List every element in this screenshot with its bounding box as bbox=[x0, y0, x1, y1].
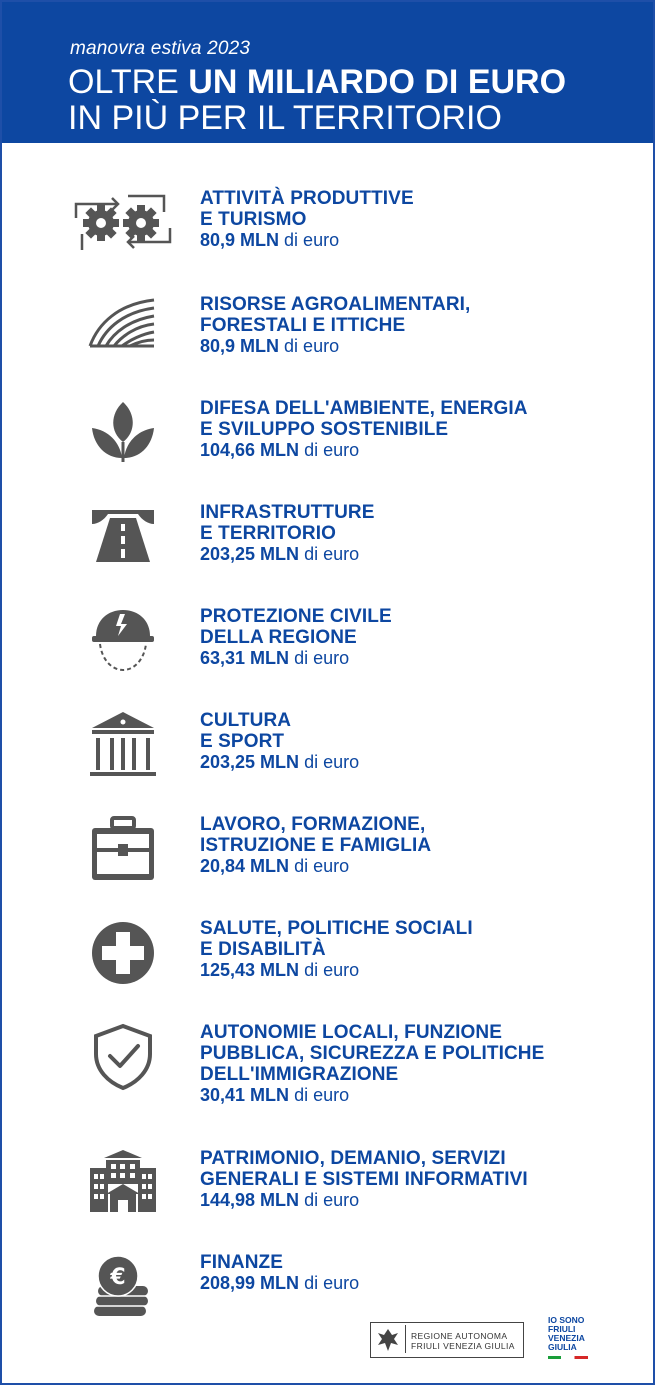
item-label: CULTURA E SPORT bbox=[200, 710, 292, 752]
euro-coins-icon bbox=[88, 1252, 158, 1322]
item-label: ATTIVITÀ PRODUTTIVE E TURISMO bbox=[200, 188, 414, 230]
amount-value: 125,43 MLN bbox=[200, 960, 300, 980]
amount-unit: di euro bbox=[294, 648, 350, 668]
item-label: LAVORO, FORMAZIONE, ISTRUZIONE E FAMIGLIA bbox=[200, 814, 432, 856]
subtitle: manovra estiva 2023 bbox=[70, 38, 251, 59]
leaves-icon bbox=[88, 398, 158, 468]
item-amount bbox=[200, 752, 359, 773]
briefcase-icon bbox=[88, 814, 158, 884]
health-cross-icon bbox=[88, 918, 158, 988]
eagle-emblem-icon bbox=[374, 1325, 406, 1353]
item-amount bbox=[200, 544, 375, 565]
item-text bbox=[200, 294, 470, 357]
road-icon bbox=[88, 502, 158, 572]
svg-text:€: € bbox=[110, 1265, 126, 1290]
amount-value: 104,66 MLN bbox=[200, 440, 300, 460]
region-logo bbox=[370, 1322, 524, 1358]
item-label: FINANZE bbox=[200, 1252, 284, 1273]
amount-unit: di euro bbox=[304, 752, 360, 772]
item-amount bbox=[200, 440, 528, 461]
item-amount bbox=[200, 648, 392, 669]
amount-unit: di euro bbox=[304, 1190, 360, 1210]
amount-unit: di euro bbox=[304, 960, 360, 980]
amount-value: 203,25 MLN bbox=[200, 544, 300, 564]
amount-unit: di euro bbox=[294, 856, 350, 876]
item-text bbox=[200, 606, 392, 669]
amount-value: 80,9 MLN bbox=[200, 336, 280, 356]
temple-icon bbox=[88, 710, 158, 780]
item-label: DIFESA DELL'AMBIENTE, ENERGIA E SVILUPPO SOSTENIBILE bbox=[200, 398, 528, 440]
amount-unit: di euro bbox=[304, 544, 360, 564]
buildings-icon bbox=[88, 1148, 158, 1218]
amount-value: 203,25 MLN bbox=[200, 752, 300, 772]
item-text bbox=[200, 918, 473, 981]
item-text bbox=[200, 1022, 544, 1106]
headline-prefix: OLTRE bbox=[68, 63, 189, 101]
item-amount bbox=[200, 856, 431, 877]
item-text bbox=[200, 502, 375, 565]
amount-value: 208,99 MLN bbox=[200, 1273, 300, 1293]
iosono-logo-text: IO SONO FRIULI VENEZIA GIULIA bbox=[548, 1315, 585, 1352]
headline-line-1 bbox=[68, 64, 566, 100]
item-label: INFRASTRUTTURE E TERRITORIO bbox=[200, 502, 375, 544]
item-text bbox=[200, 814, 431, 877]
headline-bold: UN MILIARDO DI EURO bbox=[188, 63, 567, 101]
item-label: SALUTE, POLITICHE SOCIALI E DISABILITÀ bbox=[200, 918, 473, 960]
amount-value: 30,41 MLN bbox=[200, 1085, 290, 1105]
italian-flag-stripe bbox=[548, 1356, 588, 1359]
item-text bbox=[200, 1252, 359, 1294]
region-logo-text: REGIONE AUTONOMA FRIULI VENEZIA GIULIA bbox=[411, 1331, 515, 1351]
amount-unit: di euro bbox=[304, 440, 360, 460]
amount-unit: di euro bbox=[284, 336, 340, 356]
item-amount bbox=[200, 1273, 359, 1294]
item-amount bbox=[200, 230, 414, 251]
amount-value: 80,9 MLN bbox=[200, 230, 280, 250]
item-label: PROTEZIONE CIVILE DELLA REGIONE bbox=[200, 606, 392, 648]
amount-value: 144,98 MLN bbox=[200, 1190, 300, 1210]
item-label: RISORSE AGROALIMENTARI, FORESTALI E ITTICHE bbox=[200, 294, 471, 336]
item-amount bbox=[200, 336, 470, 357]
item-amount bbox=[200, 960, 473, 981]
item-text bbox=[200, 398, 528, 461]
footer-logos bbox=[370, 1315, 630, 1364]
gears-cycle-icon bbox=[68, 188, 178, 258]
item-amount bbox=[200, 1190, 528, 1211]
item-text bbox=[200, 1148, 528, 1211]
item-amount bbox=[200, 1085, 544, 1106]
fields-icon bbox=[88, 294, 158, 364]
item-text bbox=[200, 188, 414, 251]
helmet-icon bbox=[88, 606, 158, 676]
amount-unit: di euro bbox=[284, 230, 340, 250]
item-label: AUTONOMIE LOCALI, FUNZIONE PUBBLICA, SICUREZZA E POLITICHE DELL'IMMIGRAZIONE bbox=[200, 1022, 545, 1085]
item-label: PATRIMONIO, DEMANIO, SERVIZI GENERALI E SISTEMI INFORMATIVI bbox=[200, 1148, 528, 1190]
shield-check-icon bbox=[88, 1022, 158, 1092]
amount-value: 20,84 MLN bbox=[200, 856, 290, 876]
item-text bbox=[200, 710, 359, 773]
amount-value: 63,31 MLN bbox=[200, 648, 290, 668]
headline-line-2: IN PIÙ PER IL TERRITORIO bbox=[68, 99, 502, 137]
header-banner bbox=[2, 2, 653, 143]
amount-unit: di euro bbox=[304, 1273, 360, 1293]
amount-unit: di euro bbox=[294, 1085, 350, 1105]
